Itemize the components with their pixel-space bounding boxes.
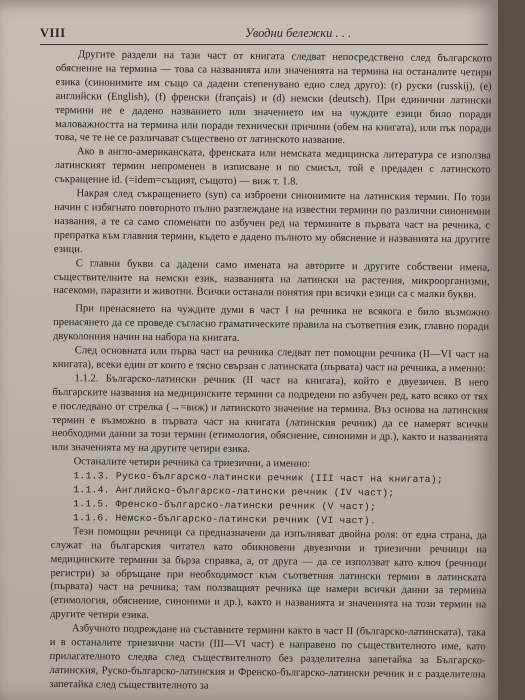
paragraph: Азбучното подреждане на съставните термини както в част II (българско-латинската), така и в останалите триезични части (III—VI част) е направено по съществителното име, като прилагателното следва след съществителното без разделителна запетайка за Българско-латинския, Руско-българско-латинския и Френско-българско-латински речник и с разделителна запетайка след съществителното за [49, 623, 486, 692]
page-header [40, 26, 468, 44]
paragraph: При пренасянето на чуждите думи в част I на речника не всякога е било възможно пренасянето да се проведе съгласно граматическите правила на съответния език, главно поради двуколонния начин на набора на книгата. [52, 303, 490, 345]
paragraph: Другите раздели на тази част от книгата следват непосредствено след българското обяснение на термина — това са названията или значенията на термина на останалите четири езика (синонимите им също са дадени степенувано едно след друго): (r) руски (russkij), (e) английски (English), (f) френски (français) и (d) немски (deutsch). При единични латински термини не е дадено названието или значението им на чуждите езици било поради маловажността на термина или поради технически причини (обем на книгата), или пък поради това, че те не се различават съществено от латинското название. [55, 49, 492, 147]
page-number: VIII [40, 26, 66, 40]
body-text [49, 48, 492, 696]
list-item: 1.1.5. Френско-българско-латински речник (V част); [73, 498, 377, 513]
paragraph: Накрая след съкращението (syn) са изброени синонимите на латинския термин. По този начин с избягнато повторното пълно разглеждане на известни термини по различни синонимни названия, а те са само споменати по азбучен ред на термините в първата част на речника, с препратка към главния термин, където е дадено пълното му обяснение и названията на другите езици. [53, 188, 491, 255]
paragraph: След основната или първа част на речника следват пет помощни речника (II—VI част на книгата), всеки един от които е тясно свързан с латинската (първата) част на речника, а именно: [52, 345, 489, 375]
list-item: 1.1.3. Руско-българско-латински речник (III част на книгата); [73, 470, 444, 486]
running-title: Уводни бележки . . . [245, 26, 352, 40]
paragraph: С главни букви са дадени само имената на авторите и другите собствени имена, съществителните на немски език, названията на латински на растения, микроорганизми, насекоми, паразити и животни. Всички останали понятия при всички езици са с малки букви. [53, 257, 490, 301]
header-rule [40, 44, 488, 45]
paragraph: Тези помощни речници са предназначени да изпълняват двойна роля: от една страна, да служат на българския читател като обикновени двуезични и триезични речници на медицинските термини за бърза справка, а, от друга — да се използват като ключ (речници регистри) за обръщане при необходимост към съответния латински термин в латинската (първата) част на речника; там ползващият речника ще намери всички данни за термина (етимология, обяснение, синоними и др.), както и названията и значенията на този термин на другите четири езика. [50, 526, 487, 622]
list-item: 1.1.4. Английско-българско-латински речник (IV част); [73, 484, 395, 499]
list-item: 1.1.6. Немско-българско-латински речник (VI част). [73, 512, 376, 527]
paragraph: Ако в англо-американската, френската или немската медицинска литература се използва латинският термин непроменен в изписване и по смисъл, той е предаден с латинското съкращение id. (=idem=същият, същото) — виж т. 1.8. [54, 146, 491, 188]
paragraph: Останалите четири речника са триезични, а именно: [73, 456, 311, 470]
paragraph: 1.1.2. Българско-латински речник (II част на книгата), който е двуезичен. В него българските названия на медицинските термини са подредени по азбучен ред, като всяко от тях е последвано от стрелка (→=виж) и латинското значение на термина. Въз основа на латинския термин е възможно в първата част на книгата (латинския речник) да се намерят всички необходими данни за този термин (етимология, обяснение, синоними и др.), както и названията или значенията му на другите четири езика. [51, 373, 489, 456]
